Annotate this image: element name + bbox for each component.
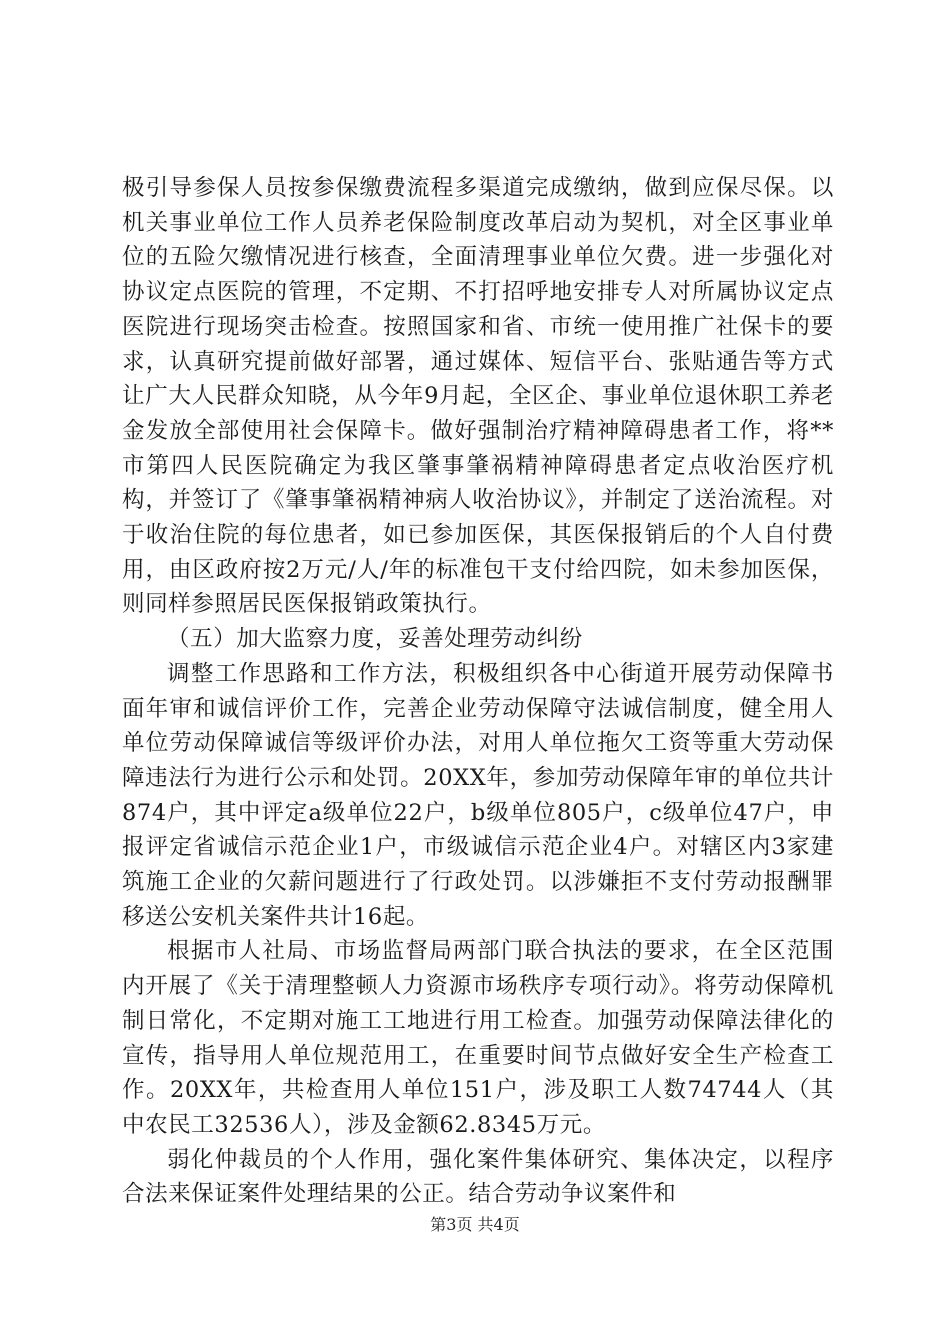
- paragraph-annual-review: 调整工作思路和工作方法，积极组织各中心街道开展劳动保障书面年审和诚信评价工作，完善企业劳动保障守法诚信制度，健全用人单位劳动保障诚信等级评价办法，对用人单位拖欠工资等重大劳动保障违法行为进行公示和处罚。20XX年，参加劳动保障年审的单位共计874户，其中评定a级单位22户，b级单位805户，c级单位47户，申报评定省诚信示范企业1户，市级诚信示范企业4户。对辖区内3家建筑施工企业的欠薪问题进行了行政处罚。以涉嫌拒不支付劳动报酬罪移送公安机关案件共计16起。: [122, 660, 834, 930]
- paragraph-social-insurance: 极引导参保人员按参保缴费流程多渠道完成缴纳，做到应保尽保。以机关事业单位工作人员养老保险制度改革启动为契机，对全区事业单位的五险欠缴情况进行核查，全面清理事业单位欠费。进一步强化对协议定点医院的管理，不定期、不打招呼地安排专人对所属协议定点医院进行现场突击检查。按照国家和省、市统一使用推广社保卡的要求，认真研究提前做好部署，通过媒体、短信平台、张贴通告等方式让广大人民群众知晓，从今年9月起，全区企、事业单位退休职工养老金发放全部使用社会保障卡。做好强制治疗精神障碍患者工作，将**市第四人民医院确定为我区肇事肇祸精神障碍患者定点收治医疗机构，并签订了《肇事肇祸精神病人收治协议》，并制定了送治流程。对于收治住院的每位患者，如已参加医保，其医保报销后的个人自付费用，由区政府按2万元/人/年的标准包干支付给四院，如未参加医保，则同样参照居民医保报销政策执行。: [122, 175, 834, 618]
- document-body: [122, 171, 834, 1212]
- section-heading-labor-supervision: （五）加大监察力度，妥善处理劳动纠纷: [167, 626, 583, 653]
- page-number-footer: 第3页 共4页: [430, 1215, 520, 1234]
- paragraph-arbitration: 弱化仲裁员的个人作用，强化案件集体研究、集体决定，以程序合法来保证案件处理结果的公正。结合劳动争议案件和: [122, 1146, 834, 1208]
- paragraph-joint-enforcement: 根据市人社局、市场监督局两部门联合执法的要求，在全区范围内开展了《关于清理整顿人力资源市场秩序专项行动》。将劳动保障机制日常化，不定期对施工工地进行用工检查。加强劳动保障法律化的宣传，指导用人单位规范用工，在重要时间节点做好安全生产检查工作。20XX年，共检查用人单位151户，涉及职工人数74744人（其中农民工32536人），涉及金额62.8345万元。: [122, 938, 834, 1138]
